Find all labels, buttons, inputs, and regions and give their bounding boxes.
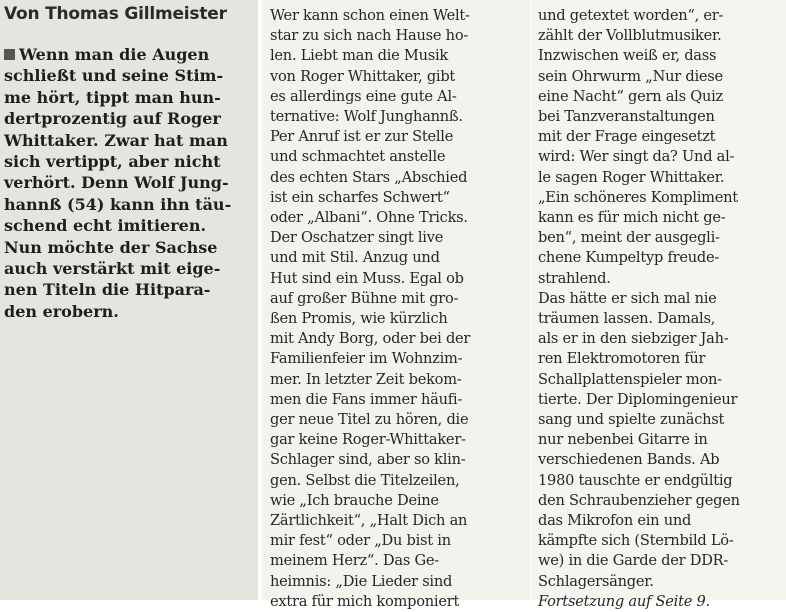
text-line-text: des echten Stars „Abschied [270,168,468,186]
text-line-text: wird: Wer singt da? Und al- [538,148,735,166]
lead-line-text: me hört, tippt man hun- [4,87,221,107]
text-line [270,572,532,592]
text-line [538,67,786,87]
text-line [538,188,786,208]
text-line-text: gen. Selbst die Titelzeilen, [270,471,460,489]
text-line [270,370,532,390]
lead-line [4,301,258,322]
text-line [538,551,786,571]
text-line [538,289,786,309]
text-line-text: Schlager sind, aber so klin- [270,451,466,469]
text-line [538,208,786,228]
text-line [270,410,532,430]
text-line-text: mir fest“ oder „Du bist in [270,532,451,550]
text-line-text: Schlagersänger. [538,572,654,590]
lead-line [4,130,258,151]
text-line-text: oder „Albani“. Ohne Tricks. [270,209,468,227]
text-line-text: Das hätte er sich mal nie [538,289,717,307]
text-line [270,168,532,188]
text-line [538,410,786,430]
text-line [270,228,532,248]
text-line-text: es allerdings eine gute Al- [270,87,457,105]
text-line-text: ßen Promis, wie kürzlich [270,310,448,328]
continuation-note: Fortsetzung auf Seite 9. [538,592,710,610]
text-line [538,26,786,46]
lead-line-text: nen Titeln die Hitpara- [4,280,211,300]
text-line [538,390,786,410]
lead-line-text: schließt und seine Stim- [4,66,224,86]
lead-line [4,65,258,86]
lead-line [4,279,258,300]
text-line-text: als er in den siebziger Jah- [538,330,729,348]
text-line-text: sang und spielte zunächst [538,411,725,429]
text-line-text: und getextet worden“, er- [538,7,724,24]
text-line [538,471,786,491]
text-line-text: das Mikrofon ein und [538,512,692,530]
text-line [538,269,786,289]
text-line-text: meinem Herz“. Das Ge- [270,552,439,570]
lead-line [4,215,258,236]
lead-line [4,258,258,279]
text-line-text: mer. In letzter Zeit bekom- [270,370,462,388]
text-line [538,87,786,107]
text-line-text: und schmachtet anstelle [270,148,446,166]
text-line-text: tierte. Der Diplomingenieur [538,390,738,408]
text-line-text: sein Ohrwurm „Nur diese [538,67,723,85]
text-line-text: Schallplattenspieler mon- [538,370,722,388]
text-line-text: Der Oschatzer singt live [270,229,444,247]
text-line-text: verschiedenen Bands. Ab [538,451,720,469]
text-line [270,208,532,228]
text-line-text: Zärtlichkeit“, „Halt Dich an [270,512,468,530]
byline: Von Thomas Gillmeister [4,4,227,24]
text-line [270,269,532,289]
text-line [270,26,532,46]
text-line-text: gar keine Roger-Whittaker- [270,431,466,449]
text-line-text: eine Nacht“ gern als Quiz [538,87,723,105]
lead-line-text: hannß (54) kann ihn täu- [4,194,232,214]
text-line-text: strahlend. [538,269,611,287]
text-line-text: und mit Stil. Anzug und [270,249,440,267]
text-line-text: auf großer Bühne mit gro- [270,289,459,307]
text-line [538,147,786,167]
lead-line-text: auch verstärkt mit eige- [4,259,221,279]
text-line [270,6,532,26]
text-line-text: nur nebenbei Gitarre in [538,431,708,449]
text-line [538,6,786,26]
lead-square-icon [4,49,15,60]
lead-line-text: Nun möchte der Sachse [4,237,218,257]
text-line [270,349,532,369]
text-line-text: ternative: Wolf Junghannß. [270,108,463,126]
lead-line [4,44,258,65]
text-line-text: kann es für mich nicht ge- [538,209,726,227]
text-line [538,168,786,188]
text-line [270,511,532,531]
text-line [270,87,532,107]
lead-line-text: den erobern. [4,301,119,321]
lead-line-text: Whittaker. Zwar hat man [4,130,228,150]
text-line-text: ren Elektromotoren für [538,350,706,368]
right-column [532,0,786,610]
lead-line [4,172,258,193]
text-line-text: Inzwischen weiß er, dass [538,47,717,65]
text-line-text: ger neue Titel zu hören, die [270,411,469,429]
lead-line [4,108,258,129]
text-line [270,248,532,268]
text-line [270,127,532,147]
text-line-text: Per Anruf ist er zur Stelle [270,128,454,146]
text-line-text: träumen lassen. Damals, [538,310,716,328]
text-line-text: len. Liebt man die Musik [270,47,449,65]
lead-line-text: dertprozentig auf Roger [4,109,221,129]
lead-line [4,87,258,108]
text-line-text: 1980 tauschte er endgültig [538,471,733,489]
middle-column-text [270,6,532,612]
text-line-text: Hut sind ein Muss. Egal ob [270,269,464,287]
text-line-text: star zu sich nach Hause ho- [270,27,469,45]
text-line [270,450,532,470]
text-line [270,471,532,491]
text-line [270,46,532,66]
text-line-text: le sagen Roger Whittaker. [538,168,725,186]
text-line-text: extra für mich komponiert [270,592,460,610]
text-line-text: kämpfte sich (Sternbild Lö- [538,532,734,550]
lead-line [4,237,258,258]
text-line [270,329,532,349]
lead-line-text: verhört. Denn Wolf Jung- [4,173,229,193]
text-line [538,349,786,369]
text-line [538,450,786,470]
text-line [538,531,786,551]
lead-paragraph [4,44,258,322]
text-line [270,430,532,450]
text-line-text: men die Fans immer häufi- [270,390,463,408]
text-line [538,107,786,127]
text-line-text: heimnis: „Die Lieder sind [270,572,453,590]
lead-line-text: Wenn man die Augen [19,45,210,64]
text-line-text: ist ein scharfes Schwert“ [270,188,450,206]
text-line [538,228,786,248]
text-line-text: we) in die Garde der DDR- [538,552,729,570]
right-column-text [538,6,786,612]
text-line-text: Familienfeier im Wohnzim- [270,350,463,368]
text-line [270,67,532,87]
text-line [538,572,786,592]
text-line [538,329,786,349]
text-line [538,46,786,66]
text-line [538,309,786,329]
text-line-text: chene Kumpeltyp freude- [538,249,720,267]
text-line [270,592,532,612]
text-line [270,188,532,208]
text-line-text: von Roger Whittaker, gibt [270,67,456,85]
text-line [538,511,786,531]
lead-line [4,194,258,215]
text-line [538,430,786,450]
text-line [538,370,786,390]
text-line [270,309,532,329]
text-line [538,127,786,147]
text-line [270,551,532,571]
text-line-text: zählt der Vollblutmusiker. [538,27,722,45]
text-line [538,491,786,511]
text-line [270,390,532,410]
lead-line [4,151,258,172]
text-line [270,147,532,167]
text-line [538,248,786,268]
text-line [270,491,532,511]
text-line [270,107,532,127]
text-line [270,289,532,309]
text-line [270,531,532,551]
lead-line-text: sich vertippt, aber nicht [4,152,221,172]
text-line-text: den Schraubenzieher gegen [538,491,740,509]
middle-column [262,0,530,610]
lead-column [0,0,258,600]
text-line-text: wie „Ich brauche Deine [270,491,439,509]
text-line-text: mit der Frage eingesetzt [538,128,716,146]
text-line-text: bei Tanzveranstaltungen [538,108,715,126]
lead-line-text: schend echt imitieren. [4,216,207,236]
text-line-text: mit Andy Borg, oder bei der [270,330,471,348]
text-line-text: ben“, meint der ausgegli- [538,229,720,247]
text-line-text: „Ein schöneres Kompliment [538,188,738,206]
text-line-text: Wer kann schon einen Welt- [270,7,470,24]
